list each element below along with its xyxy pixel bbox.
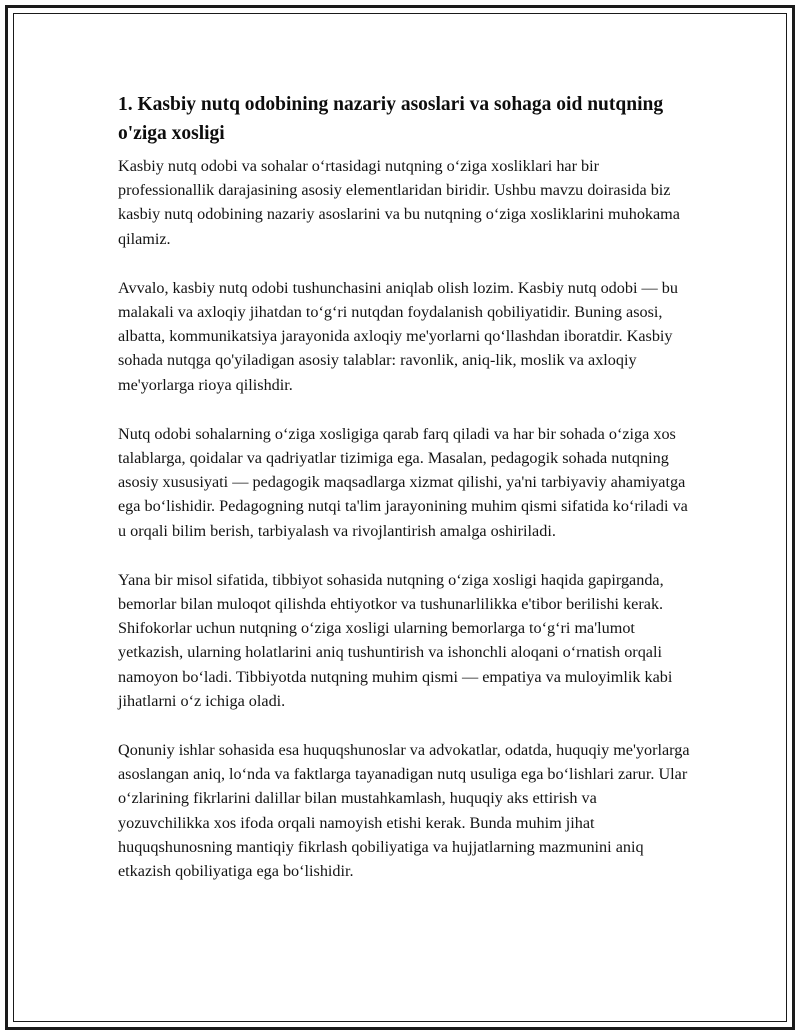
document-body: [118, 90, 692, 908]
paragraph-definition: Avvalo, kasbiy nutq odobi tushunchasini aniqlab olish lozim. Kasbiy nutq odobi — bu malakali va axloqiy jihatdan to‘g‘ri nutqdan foydalanish qobiliyatidir. Buning asosi, albatta, kommunikatsiya jarayonida axloqiy me'yorlarni qo‘llashdan iboratdir. Kasbiy sohada nutqga qo'yiladigan asosiy talablar: ravonlik, aniq-lik, moslik va axloqiy me'yorlarga rioya qilishdir.: [118, 278, 678, 394]
paragraph-law: Qonuniy ishlar sohasida esa huquqshunoslar va advokatlar, odatda, huquqiy me'yorlarga asoslangan aniq, lo‘nda va faktlarga tayanadigan nutq usuliga ega bo‘lishlari zarur. Ular o‘zlarining fikrlarini dalillar bilan mustahkamlash, huquqiy aks ettirish va yozuvchilikka xos ifoda orqali namoyish etishi kerak. Bunda muhim jihat huquqshunosning mantiqiy fikrlash qobiliyatiga va hujjatlarning mazmunini aniq etkazish qobiliyatiga ega bo‘lishidir.: [118, 741, 690, 881]
paragraph-intro: Kasbiy nutq odobi va sohalar o‘rtasidagi nutqning o‘ziga xosliklari har bir professionallik darajasining asosiy elementlaridan biridir. Ushbu mavzu doirasida biz kasbiy nutq odobining nazariy asoslarini va bu nutqning o‘ziga xosliklarini muhokama qilamiz.: [118, 157, 680, 248]
paragraph-pedagogy: Nutq odobi sohalarning o‘ziga xosligiga qarab farq qiladi va har bir sohada o‘ziga xos talablarga, qoidalar va qadriyatlar tizimiga ega. Masalan, pedagogik sohada nutqning asosiy xususiyati — pedagogik maqsadlarga xizmat qilishi, ya'ni tarbiyaviy ahamiyatga ega bo‘lishidir. Pedagogning nutqi ta'lim jarayonining muhim qismi sifatida ko‘riladi va u orqali bilim berish, tarbiyalash va rivojlantirish amalga oshiriladi.: [118, 424, 688, 540]
paragraph-medicine: Yana bir misol sifatida, tibbiyot sohasida nutqning o‘ziga xosligi haqida gapirganda, bemorlar bilan muloqot qilishda ehtiyotkor va tushunarlilikka e'tibor berilishi kerak. Shifokorlar uchun nutqning o‘ziga xosligi ularning bemorlarga to‘g‘ri ma'lumot yetkazish, ularning holatlarini aniq tushuntirish va ishonchli aloqani o‘rnatish orqali namoyon bo‘ladi. Tibbiyotda nutqning muhim qismi — empatiya va muloyimlik kabi jihatlarni o‘z ichiga oladi.: [118, 570, 673, 710]
section-heading: 1. Kasbiy nutq odobining nazariy asoslari va sohaga oid nutqning o'ziga xosligi: [118, 94, 664, 144]
